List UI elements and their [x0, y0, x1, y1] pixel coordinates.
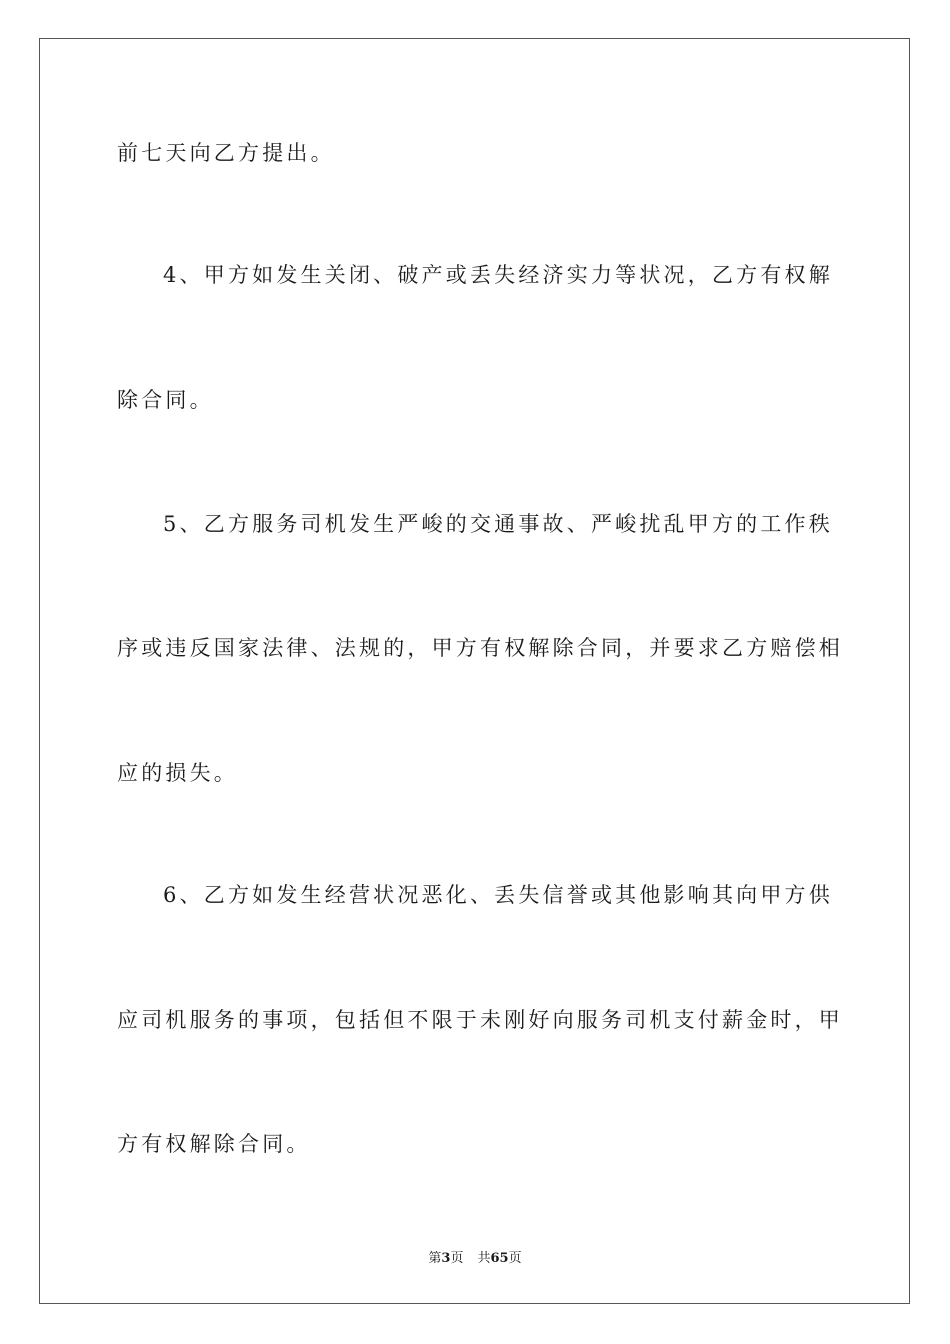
- text-line-1: 前七天向乙方提出。: [117, 141, 335, 165]
- total-prefix: 共: [477, 1251, 491, 1266]
- page-number: 3: [441, 1251, 451, 1266]
- text-line-8: 应司机服务的事项，包括但不限于未刚好向服务司机支付薪金时，甲: [117, 1008, 843, 1032]
- text-line-4: 5、乙方服务司机发生严峻的交通事故、严峻扰乱甲方的工作秩: [163, 512, 833, 536]
- text-line-3: 除合同。: [117, 388, 214, 412]
- page-prefix: 第: [428, 1251, 442, 1266]
- total-suffix: 页: [508, 1251, 522, 1266]
- text-line-9: 方有权解除合同。: [117, 1132, 311, 1156]
- text-line-5: 序或违反国家法律、法规的，甲方有权解除合同，并要求乙方赔偿相: [117, 636, 843, 660]
- text-line-2: 4、甲方如发生关闭、破产或丢失经济实力等状况，乙方有权解: [163, 263, 833, 287]
- page-suffix: 页: [450, 1251, 464, 1266]
- text-line-7: 6、乙方如发生经营状况恶化、丢失信誉或其他影响其向甲方供: [163, 883, 833, 907]
- total-pages: 65: [490, 1251, 509, 1266]
- text-line-6: 应的损失。: [117, 761, 238, 785]
- page-footer: [0, 1247, 950, 1266]
- page-frame: [39, 38, 910, 1304]
